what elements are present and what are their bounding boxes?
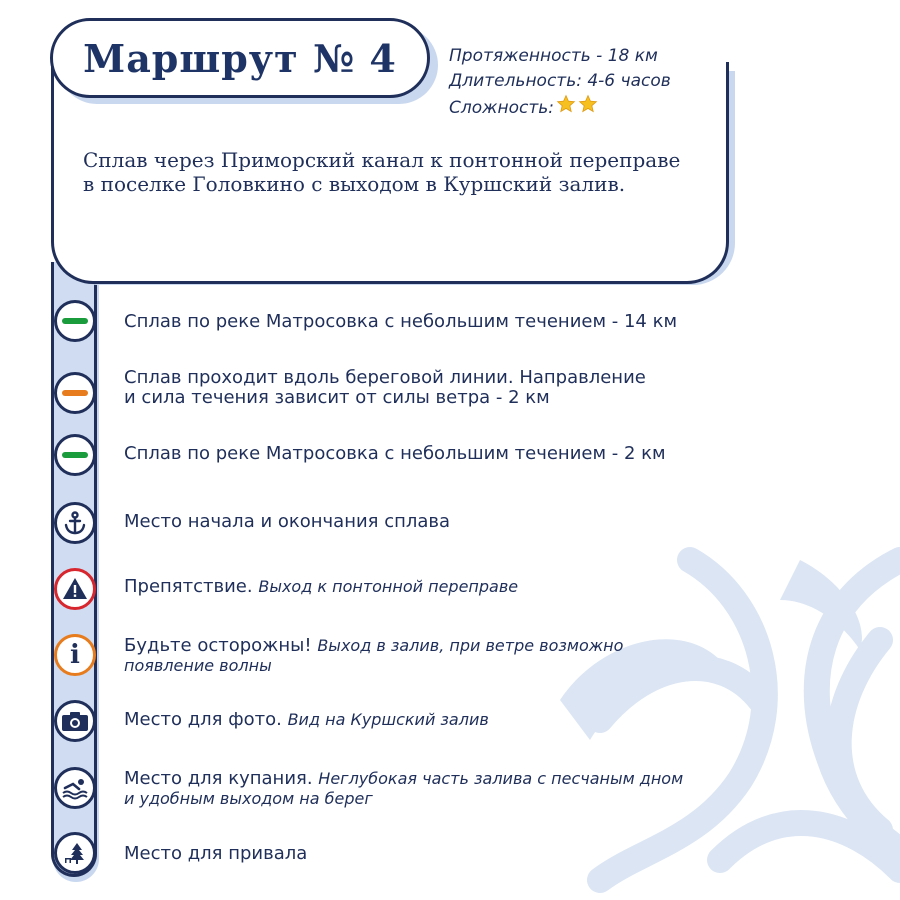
legend-label: Место для фото.: [124, 709, 282, 730]
legend-text: [124, 312, 744, 332]
difficulty-stars: [556, 94, 600, 122]
legend-item-river-1: [0, 298, 900, 358]
camera-icon: [54, 700, 96, 742]
star-icon: [556, 94, 576, 114]
legend-line: Сплав по реке Матросовка с небольшим течением - 14 км: [124, 311, 678, 332]
legend-note: Неглубокая часть залива с песчаным дном: [318, 769, 684, 788]
legend-item-obstacle: [0, 566, 900, 626]
swimmer-icon: [54, 767, 96, 809]
legend-item-rest: [0, 830, 900, 890]
orange-line-icon: [54, 372, 96, 414]
legend-text: [124, 368, 744, 408]
legend-text: [124, 444, 744, 464]
legend-note: и удобным выходом на берег: [124, 789, 373, 808]
legend-line: Место начала и окончания сплава: [124, 511, 451, 532]
legend-text: [124, 769, 744, 809]
page-title: Маршрут № 4: [83, 35, 397, 81]
route-length: Протяженность - 18 км: [449, 46, 658, 66]
legend-label: Будьте осторожны!: [124, 635, 312, 656]
difficulty-label: Сложность:: [449, 98, 554, 118]
campsite-icon: [54, 832, 96, 874]
green-line-icon: [54, 300, 96, 342]
legend-item-photo: [0, 698, 900, 758]
route-description: Сплав через Приморский канал к понтонной переправе в поселке Головкино с выходом в Куршский залив.: [83, 148, 681, 196]
legend-text: [124, 844, 744, 864]
legend-line: Сплав проходит вдоль береговой линии. Направление: [124, 367, 646, 388]
legend-text: [124, 577, 744, 597]
legend-line: и сила течения зависит от силы ветра - 2 км: [124, 387, 550, 408]
info-icon: i: [54, 634, 96, 676]
route-duration: Длительность: 4-6 часов: [449, 71, 671, 91]
legend-item-swim: [0, 765, 900, 825]
legend-note: появление волны: [124, 656, 272, 675]
route-stats: [449, 44, 671, 122]
legend-text: [124, 512, 744, 532]
legend-item-caution: [0, 632, 900, 692]
anchor-icon: [54, 502, 96, 544]
legend-item-river-2: [0, 432, 900, 492]
legend-note: Выход к понтонной переправе: [258, 577, 519, 596]
legend-label: Место для купания.: [124, 768, 313, 789]
title-pill: [50, 18, 430, 98]
legend-label: Препятствие.: [124, 576, 253, 597]
legend-item-coast: [0, 365, 900, 425]
green-line-icon: [54, 434, 96, 476]
legend-line: Сплав по реке Матросовка с небольшим течением - 2 км: [124, 443, 666, 464]
route-difficulty: [449, 94, 671, 122]
star-icon: [578, 94, 598, 114]
legend-note: Вид на Куршский залив: [287, 710, 489, 729]
legend-item-anchor: [0, 500, 900, 560]
legend-line: Место для привала: [124, 843, 308, 864]
legend-note: Выход в залив, при ветре возможно: [317, 636, 624, 655]
legend-text: [124, 636, 744, 676]
legend-text: [124, 710, 744, 730]
warning-icon: [54, 568, 96, 610]
